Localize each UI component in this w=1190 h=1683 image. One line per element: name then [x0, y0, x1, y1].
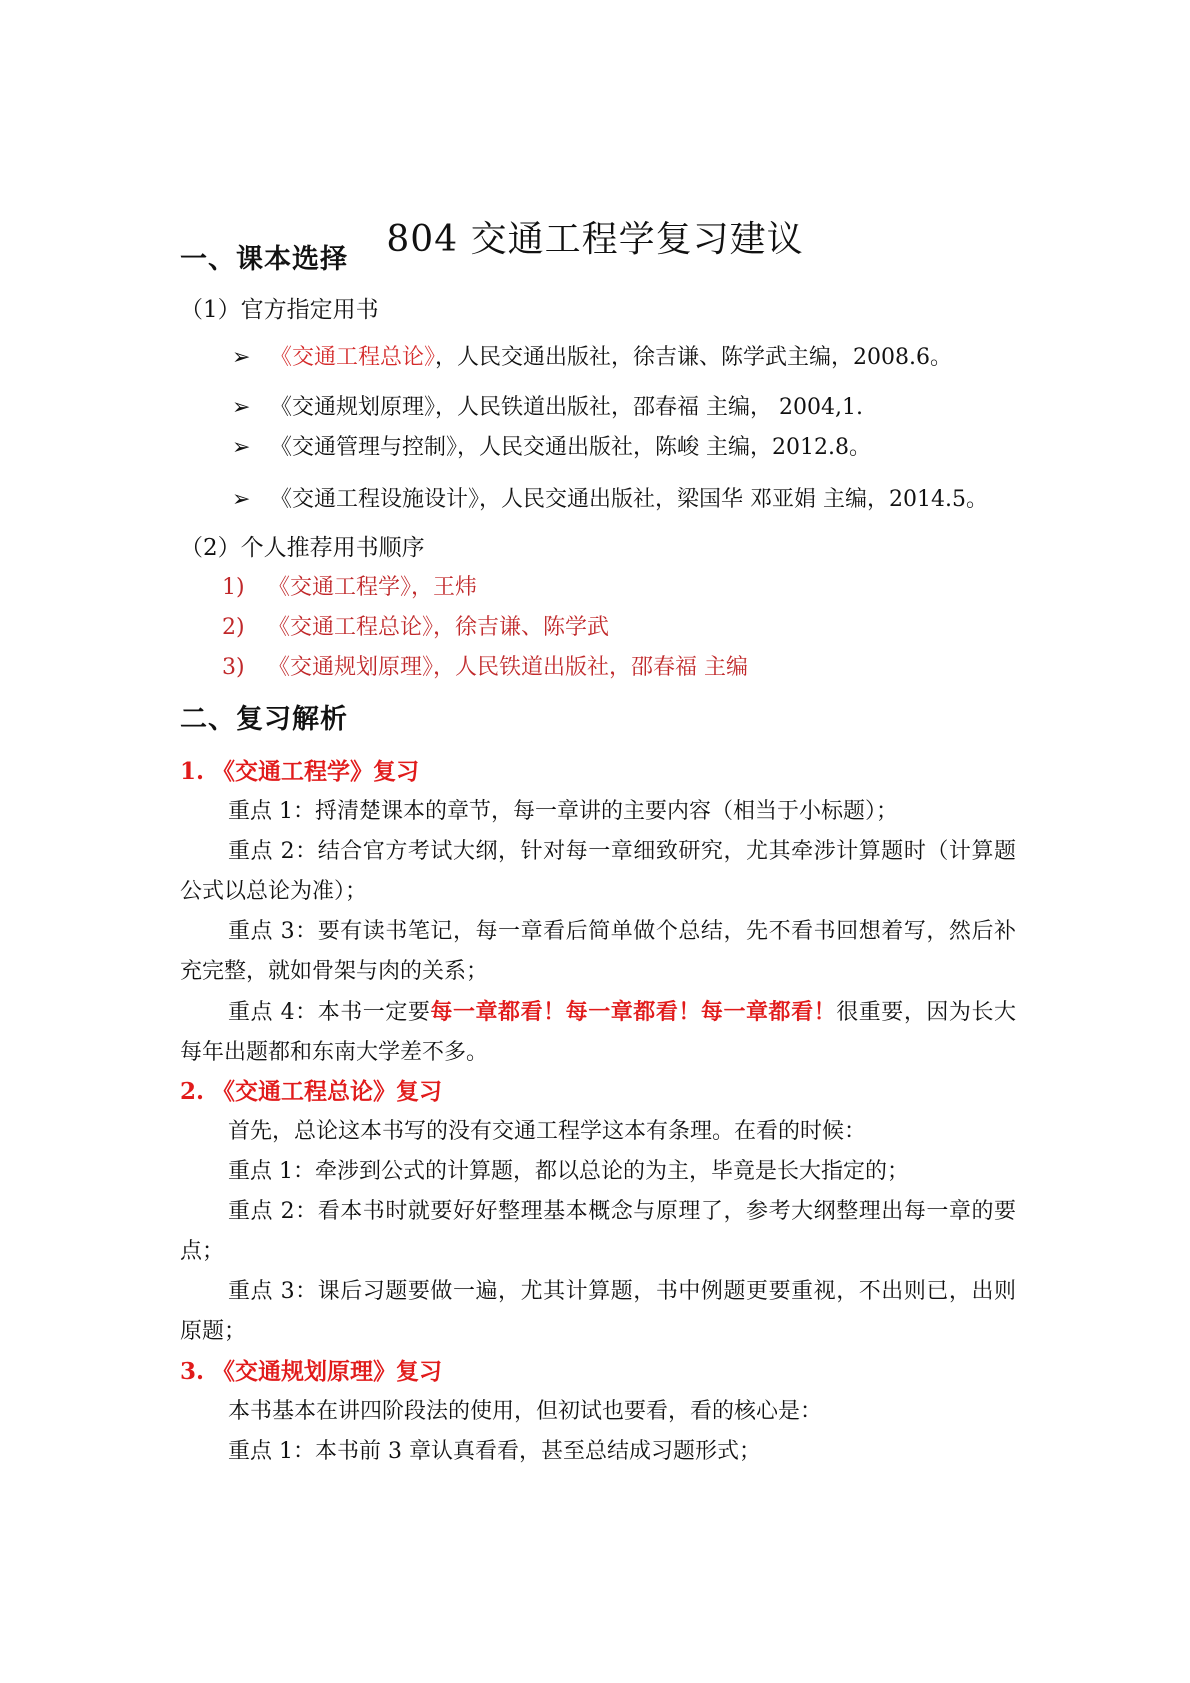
official-book-item — [232, 484, 988, 516]
review-section-2-title: 2. 《交通工程总论》复习 — [180, 1078, 443, 1105]
emphasis-text: 每一章都看！每一章都看！每一章都看！ — [430, 999, 837, 1025]
item-number: 2) — [222, 615, 245, 640]
review-point: 重点 1：捋清楚课本的章节，每一章讲的主要内容（相当于小标题）； — [228, 799, 898, 824]
item-number: 1) — [222, 575, 245, 600]
item-text: 《交通工程总论》，徐吉谦、陈学武 — [268, 615, 610, 640]
recommended-book-item — [222, 572, 477, 604]
item-text: 《交通工程学》，王炜 — [268, 575, 478, 600]
review-section-3-title: 3. 《交通规划原理》复习 — [180, 1358, 443, 1385]
book-info: ，人民交通出版社，梁国华 邓亚娟 主编，2014.5。 — [479, 487, 988, 512]
review-point: 重点 1：本书前 3 章认真看看，甚至总结成习题形式； — [228, 1439, 761, 1464]
review-point — [180, 992, 1016, 1073]
arrow-bullet-icon: ➢ — [232, 487, 251, 512]
recommended-books-subheading: （2）个人推荐用书顺序 — [180, 535, 425, 561]
book-title: 《交通管理与控制》 — [270, 435, 458, 460]
book-info: ，人民交通出版社，陈峻 主编，2012.8。 — [457, 435, 871, 460]
official-book-item — [232, 392, 863, 424]
section1-heading: 一、课本选择 — [180, 244, 348, 275]
review-section-1-title: 1. 《交通工程学》复习 — [180, 758, 420, 785]
review-point: 重点 2：看本书时就要好好整理基本概念与原理了，参考大纲整理出每一章的要点； — [180, 1199, 1016, 1264]
arrow-bullet-icon: ➢ — [232, 395, 251, 420]
review-point-text: 很重要，因为长大每年出题都和东南大学差不多。 — [180, 1000, 1016, 1065]
book-title: 《交通工程设施设计》 — [270, 487, 480, 512]
item-number: 3) — [222, 655, 245, 680]
review-point-text: 重点 4：本书一定要 — [228, 1000, 431, 1025]
official-book-item — [232, 432, 871, 464]
page-title: 804 交通工程学复习建议 — [386, 219, 804, 260]
review-intro: 首先，总论这本书写的没有交通工程学这本有条理。在看的时候： — [228, 1119, 867, 1144]
arrow-bullet-icon: ➢ — [232, 345, 251, 370]
book-info: ，人民交通出版社，徐吉谦、陈学武主编，2008.6。 — [435, 345, 952, 370]
recommended-book-item — [222, 652, 748, 684]
recommended-book-item — [222, 612, 609, 644]
book-title: 《交通工程总论》 — [270, 345, 436, 370]
review-point: 重点 3：课后习题要做一遍，尤其计算题，书中例题更要重视，不出则已，出则原题； — [180, 1279, 1016, 1344]
official-books-subheading: （1）官方指定用书 — [180, 297, 379, 323]
book-title: 《交通规划原理》 — [270, 395, 436, 420]
review-intro: 本书基本在讲四阶段法的使用，但初试也要看，看的核心是： — [228, 1399, 823, 1424]
book-info: ，人民铁道出版社，邵春福 主编， 2004,1. — [435, 395, 863, 420]
official-book-item — [232, 342, 952, 374]
item-text: 《交通规划原理》，人民铁道出版社，邵春福 主编 — [268, 655, 748, 680]
section2-heading: 二、复习解析 — [180, 704, 348, 735]
review-point: 重点 3：要有读书笔记，每一章看后简单做个总结，先不看书回想着写，然后补充完整，就如骨架与肉的关系； — [180, 919, 1016, 984]
arrow-bullet-icon: ➢ — [232, 435, 251, 460]
review-point: 重点 2：结合官方考试大纲，针对每一章细致研究，尤其牵涉计算题时（计算题公式以总论为准）； — [180, 839, 1016, 904]
review-point: 重点 1：牵涉到公式的计算题，都以总论的为主，毕竟是长大指定的； — [228, 1159, 909, 1184]
